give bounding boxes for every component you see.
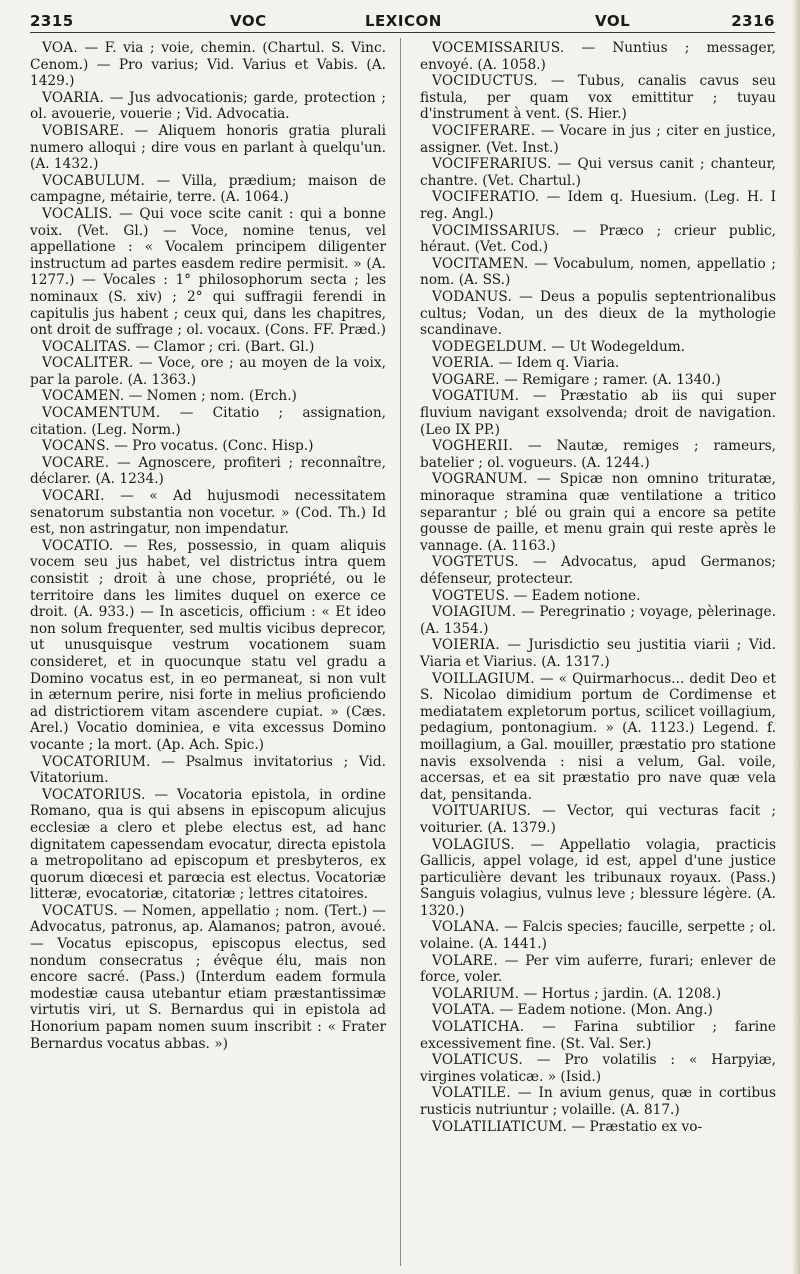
entry-lemma: VOCATIO. — [42, 537, 114, 554]
entry-lemma: VOA. — [42, 40, 78, 56]
entry-lemma: VOITUARIUS. — [432, 803, 532, 820]
dictionary-entry — [420, 123, 776, 156]
dictionary-entry — [30, 538, 386, 754]
entry-lemma: VOCITAMEN. — [432, 255, 529, 272]
entry-lemma: VOGHERII. — [432, 438, 513, 455]
dictionary-entry — [420, 189, 776, 222]
entry-definition: — Tubus, canalis cavus seu fistula, per quam vox emittitur ; tuyau d'instrument à vent. (S. Hier.) — [420, 73, 776, 123]
entry-definition: — Præstatio ab iis qui super fluvium navigant exsolvenda; droit de navigation. (Leo IX PP.) — [420, 388, 776, 438]
entry-lemma: VODANUS. — [432, 288, 513, 305]
entry-definition: — In avium genus, quæ in cortibus rusticis nutriuntur ; volaille. (A. 817.) — [420, 1085, 776, 1118]
entry-definition: — Citatio ; assignation, citation. (Leg. Norm.) — [30, 405, 386, 438]
entry-definition: — F. via ; voie, chemin. (Chartul. S. Vinc. Cenom.) — Pro varius; Vid. Varius et Vabis. (A. 1429.) — [30, 40, 386, 90]
entry-lemma: VOGATIUM. — [432, 388, 520, 405]
entry-lemma: VOCALITAS. — [42, 338, 132, 355]
entry-lemma: VOGTETUS. — [432, 554, 519, 571]
entry-lemma: VOIAGIUM. — [432, 604, 517, 621]
entry-definition: — Nuntius ; messager, envoyé. (A. 1058.) — [420, 40, 776, 73]
entry-definition: — Farina subtilior ; farine excessivement fine. (St. Val. Ser.) — [420, 1019, 776, 1052]
entry-definition: — Nomen, appellatio ; nom. (Tert.) — Advocatus, patronus, ap. Alamanos; patron, avoué. — Vocatus episcopus, episcopus electus, sed nondum consecratus ; évêque élu, mais non encore sacré. (Pass.) (Interdum eadem formula modestiæ causa utebantur etiam præstantissimæ virtutis viri, ut S. Bernardus qui in epistola ad Honorium papam nomen suum inscribit : « Frater Bernardus vocatus abbas. ») — [30, 902, 386, 1052]
entry-definition: — Appellatio volagia, practicis Gallicis, appel volage, id est, appel d'une justice particulière devant les tribunaux royaux. (Pass.) Sanguis volagius, vulnus leve ; blessure légère. (A. 1320.) — [420, 836, 776, 919]
entry-lemma: VOLATILIATICUM. — [432, 1118, 568, 1135]
entry-definition: — Præstatio ex vo- — [567, 1118, 703, 1135]
entry-lemma: VOLARE. — [432, 952, 498, 969]
entry-definition: — Vocare in jus ; citer en justice, assigner. (Vet. Inst.) — [420, 122, 776, 156]
entry-definition: — Qui voce scite canit : qui a bonne voix. (Vet. Gl.) — Voce, nomine tenus, vel appellatione : « Vocalem principem diligenter instructum ad partes easdem redire permisit. » (A. 1277.) — Vocales : 1° philosophorum secta ; les nominaux (S. xiv) ; 2° qui suffragii ferendi in capitulis jus habent ; ceux qui, dans les chapitres, ont droit de suffrage ; ol. vocaux. (Cons. FF. Præd.) — [30, 205, 386, 339]
dictionary-entry — [30, 339, 386, 356]
dictionary-entry — [420, 953, 776, 986]
entry-definition: — Eadem notione. — [509, 587, 641, 604]
entry-lemma: VOCALIS. — [42, 205, 113, 222]
dictionary-entry — [420, 1002, 776, 1019]
entry-lemma: VOGARE. — [432, 371, 500, 388]
entry-lemma: VOCARE. — [42, 454, 110, 471]
entry-definition: — Hortus ; jardin. (A. 1208.) — [519, 985, 722, 1002]
entry-lemma: VOLATA. — [432, 1002, 496, 1019]
entry-lemma: VOCATORIUM. — [42, 753, 151, 770]
dictionary-entry — [420, 604, 776, 637]
dictionary-entry — [420, 837, 776, 920]
dictionary-entry — [420, 156, 776, 189]
entry-definition: — Jurisdictio seu justitia viarii ; Vid. Viaria et Viarius. (A. 1317.) — [420, 637, 776, 670]
entry-lemma: VOLATICHA. — [432, 1019, 525, 1036]
dictionary-entry — [420, 919, 776, 952]
entry-definition: — « Quirmarhocus... dedit Deo et S. Nicolao dimidium portum de Cordimense et mediatatem expletorum portus, scilicet voillagium, pedagium, pontonagium. » (A. 1123.) Legend. f. moillagium, a Gal. mouiller, præstatio pro statione navis exsolvenda : nisi a velum, Gal. voile, accersas, et ea sit præstatio pro nave quæ vela dat, pensitanda. — [420, 670, 776, 803]
dictionary-entry — [420, 1085, 776, 1118]
dictionary-entry — [420, 339, 776, 356]
column-divider — [400, 38, 401, 1266]
dictionary-entry — [420, 1019, 776, 1052]
entry-lemma: VOGRANUM. — [432, 471, 528, 488]
dictionary-entry — [420, 1052, 776, 1085]
entry-lemma: VOGTEUS. — [432, 587, 510, 604]
entry-definition: — Agnoscere, profiteri ; reconnaître, déclarer. (A. 1234.) — [30, 454, 386, 488]
entry-lemma: VOCAMEN. — [42, 388, 125, 405]
entry-definition: — Præco ; crieur public, héraut. (Vet. Cod.) — [420, 222, 776, 256]
dictionary-entry — [420, 372, 776, 389]
entry-definition: — Remigare ; ramer. (A. 1340.) — [499, 371, 721, 388]
entry-definition: — Aliquem honoris gratia plurali numero alloqui ; dire vous en parlant à quelqu'un. (A. 1432.) — [30, 122, 386, 173]
entry-definition: — Spicæ non omnino trituratæ, minoraque stramina quæ ventilatione a tritico separantur ; blé ou grain qui a encore sa petite gousse de paille, et menu grain qui reste après le vannage. (A. 1163.) — [420, 471, 776, 554]
entry-lemma: VOIERIA. — [432, 637, 500, 654]
dictionary-entry — [420, 671, 776, 804]
entry-lemma: VOARIA. — [42, 89, 105, 106]
dictionary-entry — [30, 455, 386, 488]
running-head-title: LEXICON — [365, 12, 442, 30]
page-header — [30, 12, 775, 34]
dictionary-entry — [420, 637, 776, 670]
entry-lemma: VOCIDUCTUS. — [432, 73, 538, 90]
entry-definition: — Pro volatilis : « Harpyiæ, virgines volaticæ. » (Isid.) — [420, 1052, 776, 1085]
dictionary-entry — [30, 388, 386, 405]
dictionary-entry — [420, 73, 776, 123]
dictionary-entry — [420, 289, 776, 339]
entry-lemma: VOCIFERARIUS. — [432, 156, 552, 173]
dictionary-entry — [30, 754, 386, 787]
entry-definition: — Vocatoria epistola, in ordine Romano, qua is qui absens in episcopum alicujus ecclesiæ a clero et plebe electus est, ad hanc dignitatem capessendam evocatur, directa epistola a metropolitano ad episcopum et presbyteros, ex quorum diœcesi et parœcia est electus. Vocatoriæ litteræ, evocatoriæ, citatoriæ ; lettres citatoires. — [30, 786, 386, 903]
dictionary-entry — [420, 554, 776, 587]
entry-lemma: VOBISARE. — [42, 122, 125, 139]
entry-definition: — Advocatus, apud Germanos; défenseur, protecteur. — [420, 554, 776, 587]
page-number-left: 2315 — [30, 12, 74, 30]
dictionary-entry — [420, 438, 776, 471]
entry-lemma: VOLANA. — [432, 919, 500, 936]
dictionary-entry — [30, 90, 386, 123]
entry-lemma: VOCALITER. — [42, 355, 134, 372]
entry-definition: — Vector, qui vecturas facit ; voiturier. (A. 1379.) — [420, 803, 776, 836]
dictionary-entry — [30, 438, 386, 455]
dictionary-entry — [30, 903, 386, 1052]
entry-lemma: VODEGELDUM. — [432, 338, 547, 355]
entry-definition: — Pro vocatus. (Conc. Hisp.) — [109, 438, 314, 455]
entry-lemma: VOCEMISSARIUS. — [432, 40, 565, 56]
right-column — [420, 40, 776, 1135]
dictionary-entry — [420, 223, 776, 256]
entry-definition: — Per vim auferre, furari; enlever de force, voler. — [420, 952, 776, 986]
dictionary-entry — [30, 123, 386, 173]
dictionary-entry — [420, 40, 776, 73]
dictionary-entry — [30, 405, 386, 438]
entry-definition: — Falcis species; faucille, serpette ; ol. volaine. (A. 1441.) — [420, 919, 776, 953]
dictionary-entry — [30, 173, 386, 206]
running-head-right: VOL — [595, 12, 631, 30]
entry-definition: — Clamor ; cri. (Bart. Gl.) — [131, 338, 315, 355]
dictionary-entry — [420, 471, 776, 554]
entry-definition: — Deus a populis septentrionalibus cultus; Vodan, un des dieux de la mythologie scandinave. — [420, 288, 776, 339]
entry-definition: — Nautæ, remiges ; rameurs, batelier ; ol. vogueurs. (A. 1244.) — [420, 438, 776, 471]
entry-definition: — Psalmus invitatorius ; Vid. Vitatorium. — [30, 753, 386, 787]
dictionary-entry — [420, 986, 776, 1003]
entry-definition: — Idem q. Viaria. — [494, 355, 620, 372]
entry-definition: — Peregrinatio ; voyage, pèlerinage. (A. 1354.) — [420, 604, 776, 637]
dictionary-entry — [30, 488, 386, 538]
entry-lemma: VOCARI. — [42, 488, 105, 505]
entry-lemma: VOCABULUM. — [42, 172, 146, 189]
entry-definition: — Eadem notione. (Mon. Ang.) — [495, 1002, 713, 1019]
entry-definition: — Nomen ; nom. (Erch.) — [124, 388, 297, 405]
page-number-right: 2316 — [731, 12, 775, 30]
entry-lemma: VOERIA. — [432, 355, 495, 372]
running-head-left: VOC — [230, 12, 267, 30]
dictionary-entry — [420, 588, 776, 605]
left-column — [30, 40, 386, 1052]
entry-lemma: VOCIFERARE. — [432, 122, 536, 139]
dictionary-entry — [420, 803, 776, 836]
dictionary-entry — [420, 256, 776, 289]
entry-lemma: VOCAMENTUM. — [42, 405, 161, 422]
entry-definition: — Idem q. Huesium. (Leg. H. I reg. Angl.) — [420, 189, 776, 222]
entry-definition: — Res, possessio, in quam aliquis vocem seu jus habet, vel districtus intra quem consistit ; droit à une chose, propriété, ou le territoire dans les limites duquel on exerce ce droit. (A. 933.) — In asceticis, officium : « Et ideo non solum frequenter, sed multis vicibus deprecor, ut unusquisque vestrum vocationem suam consideret, et in quocunque statu vel gradu a Domino vocatus est, in eo permaneat, si non vult in æternum perire, nisi forte in melius proficiendo ad districtiorem vitam ascendere cupiat. » (Cæs. Arel.) Vocatio dominiea, e vita excessus Domino vocante ; la mort. (Ap. Ach. Spic.) — [30, 537, 386, 753]
page-edge-shadow — [792, 0, 800, 1274]
dictionary-entry — [30, 206, 386, 339]
entry-lemma: VOILLAGIUM. — [432, 670, 535, 687]
header-rule — [30, 32, 775, 33]
entry-lemma: VOCIMISSARIUS. — [432, 222, 560, 239]
entry-definition: — Qui versus canit ; chanteur, chantre. (Vet. Chartul.) — [420, 156, 776, 189]
dictionary-entry — [30, 355, 386, 388]
dictionary-entry — [420, 355, 776, 372]
entry-definition: — Vocabulum, nomen, appellatio ; nom. (A. SS.) — [420, 255, 776, 289]
entry-lemma: VOCIFERATIO. — [432, 189, 540, 206]
entry-definition: — « Ad hujusmodi necessitatem senatorum substantia non vocetur. » (Cod. Th.) Id est, non astringatur, non impendatur. — [30, 488, 386, 538]
entry-lemma: VOLATILE. — [432, 1085, 511, 1102]
dictionary-entry — [30, 787, 386, 903]
entry-lemma: VOCANS. — [42, 438, 110, 455]
dictionary-entry — [420, 388, 776, 438]
entry-lemma: VOLATICUS. — [432, 1052, 523, 1069]
entry-definition: — Jus advocationis; garde, protection ; ol. avouerie, vouerie ; Vid. Advocatia. — [30, 89, 386, 123]
dictionary-entry — [30, 40, 386, 90]
entry-lemma: VOCATUS. — [42, 902, 118, 919]
dictionary-entry — [420, 1119, 776, 1136]
entry-lemma: VOLARIUM. — [432, 985, 520, 1002]
entry-definition: — Villa, prædium; maison de campagne, métairie, terre. (A. 1064.) — [30, 172, 386, 206]
entry-definition: — Voce, ore ; au moyen de la voix, par la parole. (A. 1363.) — [30, 355, 386, 388]
entry-lemma: VOLAGIUS. — [432, 836, 515, 853]
entry-lemma: VOCATORIUS. — [42, 786, 146, 803]
entry-definition: — Ut Wodegeldum. — [546, 338, 686, 355]
